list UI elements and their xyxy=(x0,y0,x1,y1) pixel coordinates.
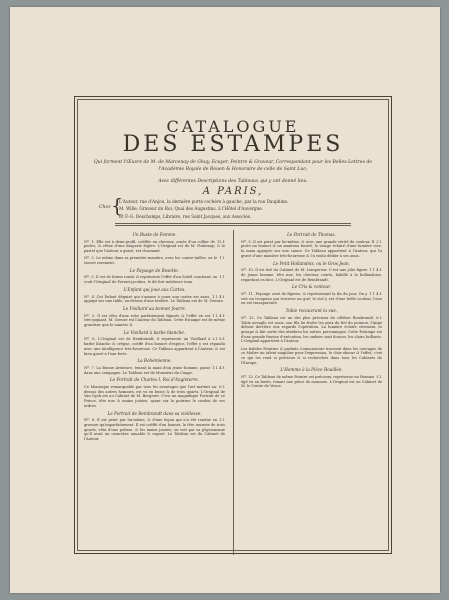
entry-number: Nº. 3. xyxy=(84,275,95,280)
section-heading: Le Vieillard au bonnet fourré. xyxy=(122,305,187,311)
entry-text: Les habiles Peintres & parfaits Connoisseurs trouvent dans les ouvrages de ce Maître un talent singulier pour l'expression, le clair-obscur & l'effet; c'est ce qui les rend si précieux & si recherchés dans tous les Cabinets de l'Europe. xyxy=(241,346,382,365)
left-column xyxy=(84,230,225,444)
section-heading: Le Portrait de Charles I, Roi d'Angleterre. xyxy=(109,377,200,383)
section-heading: Tobie recouvrant la vue. xyxy=(285,308,338,314)
title-line-1: CATALOGUE xyxy=(166,117,300,136)
catalogue-entry xyxy=(241,375,382,389)
entry-price: 3 l. xyxy=(376,239,382,244)
entry-price: 1 l. 4 f. xyxy=(369,268,382,273)
entry-text: Il est de forme ronde & représente l'effet d'un Soleil couchant; on croit l'Original de Ferrari-jacobus, le dit fort médiocre tenu. xyxy=(84,275,218,285)
header-rule xyxy=(115,223,351,224)
entry-price: 1 l. 4 f. xyxy=(369,292,382,297)
entry-price: 2 l. 8 f. xyxy=(212,337,225,342)
entry-price: 1 l. xyxy=(219,256,225,261)
entry-number: Nº. 6. xyxy=(84,337,96,342)
catalogue-entry xyxy=(241,316,382,344)
entry-text: Cet Enfant déguisé qui s'amuse à jouer aux cartes est assis, appuyé sur une table, au-dessus d'une fenêtre. Le Tableau est de M. Greuze. xyxy=(84,294,224,304)
section-heading: Un Buste de Femme. xyxy=(132,232,177,237)
entry-text: Ce Monarque remarquable par tous les avantages que l'art mettait au-dessus des autres hommes, est vu en buste & de trois quarts. L'Original de Van Dyck est au Cabinet de M. Bergeret. C'est un magnifique Portrait de ce Prince, tête nue & mains jointes, ayant sur la poitrine le cordon de ses ordres. xyxy=(84,385,225,408)
entry-text: Il est tiré du Cabinet de M. Lempereur. C'est une jolie figure de jeune homme, tête nue, les cheveux courts, habillé à la hollandoise, regardant en face. L'Original est de Rembrandt. xyxy=(241,268,382,282)
entry-price: 6 l. xyxy=(219,385,225,390)
entry-number: Nº. 12. xyxy=(241,315,255,320)
section-heading: L'Homme à la Pièce Rouillée. xyxy=(280,367,343,373)
brace-glyph: { xyxy=(111,195,124,217)
entry-price: 3 l. xyxy=(376,375,382,380)
entry-price: 6 l. xyxy=(376,315,382,320)
catalogue-frame xyxy=(74,96,392,554)
seller-line: L'Auteur, rue d'Anjou, la dernière porte cochère à gauche, par la rue Dauphine. xyxy=(119,199,289,204)
catalogue-entry xyxy=(241,240,382,259)
chez-label: Chez xyxy=(99,205,111,210)
seller-line: M. Wille, Graveur du Roi, Quai des Augustins, à l'Hôtel d'Auvergne. xyxy=(119,206,264,212)
entry-price: 12 f. xyxy=(216,239,225,244)
catalogue-entry xyxy=(241,292,382,306)
entry-number: Nº. 2. xyxy=(84,256,95,261)
entry-text: L'Original est de Rembrandt; il représente un Vieillard à barbe blanche & crêpue, coëffé d'un bonnet d'espèce, l'effet y est répandu avec une intelligence très-heureuse. Ce Tableau appartient à l'Auteur, & est bien gravé à l'eau-forte. xyxy=(84,337,225,356)
entry-number: Nº. 4. xyxy=(84,294,95,299)
section-heading: Le Paysage de Rosette. xyxy=(129,267,180,273)
section-heading: La Bohémienne. xyxy=(137,358,172,364)
entry-number: Nº. 7. xyxy=(84,365,95,370)
subtitle: Qui forment l'Œuvre de M. de Marcenay de Ghuy, Ecuyer, Peintre & Graveur, Correspondant pour les Belles-Lettres de l'Académie Royale de Rouen & Honoraire de celle de Saint Luc; xyxy=(94,160,372,172)
entry-text: Le même dans sa première manière, avec les contre-tailles, on le trouve rarement. xyxy=(84,256,218,266)
catalogue-entry xyxy=(84,295,225,304)
column-divider xyxy=(233,230,234,555)
section-heading: Le Portrait de Thomas. xyxy=(287,232,336,237)
entry-text: Ce Tableau de même Peintre est précieux, représente un Homme âgé vu en buste, tenant une pièce de monnoie. L'Original est au Cabinet de M. le Comte de Vence. xyxy=(241,375,382,389)
catalogue-entry xyxy=(84,240,225,254)
entry-price: 3 l. xyxy=(219,418,225,423)
section-heading: Le Cris & contour. xyxy=(291,284,331,290)
entry-number: Nº. 1. xyxy=(84,239,95,244)
catalogue-entry xyxy=(84,314,225,328)
entry-text: La Bonne Aventure, tenant la main d'un jeune homme, passe dans une campagne. Le Tableau est de Monsieur du Cange. xyxy=(84,365,211,375)
section-heading: Le Vieillard à barbe blanche. xyxy=(123,329,186,335)
entry-text: Ce Tableau est un des plus précieux du célèbre Rembrandt. Tobie aveugle est assis, son fils lui frotte les yeux du fiel du poisson; l'Ange debout derrière eux regarde l'opération. La lumière éclaire vivement ce groupe & fait sortir des ténèbres les autres personnages. Cette Estampe est d'une grande finesse d'exécution, les ombres sont douces, les clairs brillants. L'Original appartient à l'Auteur. xyxy=(241,315,382,344)
imprint-city: A PARIS, xyxy=(202,186,264,197)
entry-number: Nº. 8. xyxy=(84,418,96,423)
catalogue-entry xyxy=(84,366,225,375)
catalogue-entry xyxy=(84,337,225,356)
section-heading: Le Petit Hollandois, ou le Gros Jean. xyxy=(273,260,350,266)
catalogue-entry xyxy=(84,418,225,442)
entry-number: Nº. 9. xyxy=(241,239,252,244)
entry-text: Il est peint par lui-même, & d'une façon qui n'a été rendue en gravure qu'imparfaitement. Il est coëffé d'un bonnet, la tête tournée de trois quarts, vêtu d'une pelisse, & les mains jointes; on voit par sa physionomie qu'il avait un caractère aimable & enjoué. Le Tableau est du Cabinet de l'Auteur. xyxy=(84,418,225,442)
section-heading: Le Portrait de Rembrandt dans sa vieillesse. xyxy=(107,410,202,416)
entry-price: 1 l. xyxy=(219,275,225,280)
entry-number: Nº. 11. xyxy=(241,292,255,297)
seller-line: Et F.-G. Deschamps, Libraire, rue Saint Jacques, aux Associés. xyxy=(119,213,252,219)
catalogue-entry xyxy=(84,256,225,265)
entry-price: 1 l. 4 f. xyxy=(212,313,225,318)
section-heading: L'Enfant qui joue aux Cartes. xyxy=(123,286,186,292)
entry-number: Nº. 5. xyxy=(84,313,96,318)
entry-number: Nº. 10. xyxy=(241,268,254,273)
entry-text: Il est vêtu d'une robe parfaitement figurée & l'effet en est très-piquant. M. Greuze est l'Auteur du Tableau. Cette Estampe est de même grandeur que le numéro 4. xyxy=(84,313,225,328)
catalogue-entry xyxy=(84,385,225,409)
entry-text: Il est peint par lui-même, & avec une grande vérité de couleur. Il porte un bonnet & un manteau fourré, le visage éclairé d'une lumière vive, la main appuyée sur une canne. Ce Tableau appartient à l'Auteur, qui l'a gravé d'une manière très-heureuse & l'a voulu dédier à ses amis. xyxy=(241,239,382,258)
sellers-list xyxy=(119,198,288,220)
entry-text: Paysage orné de figures, & représentant la fin du jour. On y voit un troupeau qui traverse un gué; le ciel y est d'une belle couleur, l'eau en est transparente. xyxy=(241,292,382,306)
header-rule-2 xyxy=(115,225,351,226)
catalogue-entry xyxy=(84,275,225,284)
title-line-2: DES ESTAMPES xyxy=(122,132,344,157)
entry-price: 1 l. 4 f. xyxy=(212,365,225,370)
description-note: Avec différentes Descriptions des Tableaux qui y ont donné lieu. xyxy=(158,179,308,184)
entry-text: Elle est à demi-profil, coëffée en cheveux, ornée d'un collier de perles, & vêtue d'une draperie légère. L'Original est de M. Fontenay; & le pastel que l'Auteur a gravé, est charmant. xyxy=(84,239,225,254)
catalogue-entry xyxy=(241,347,382,366)
catalogue-entry xyxy=(241,268,382,282)
paper-sheet xyxy=(10,7,440,593)
entry-number: Nº. 13. xyxy=(241,375,254,380)
right-column xyxy=(241,230,382,392)
entry-price: 1 l. 4 f. xyxy=(212,294,225,299)
